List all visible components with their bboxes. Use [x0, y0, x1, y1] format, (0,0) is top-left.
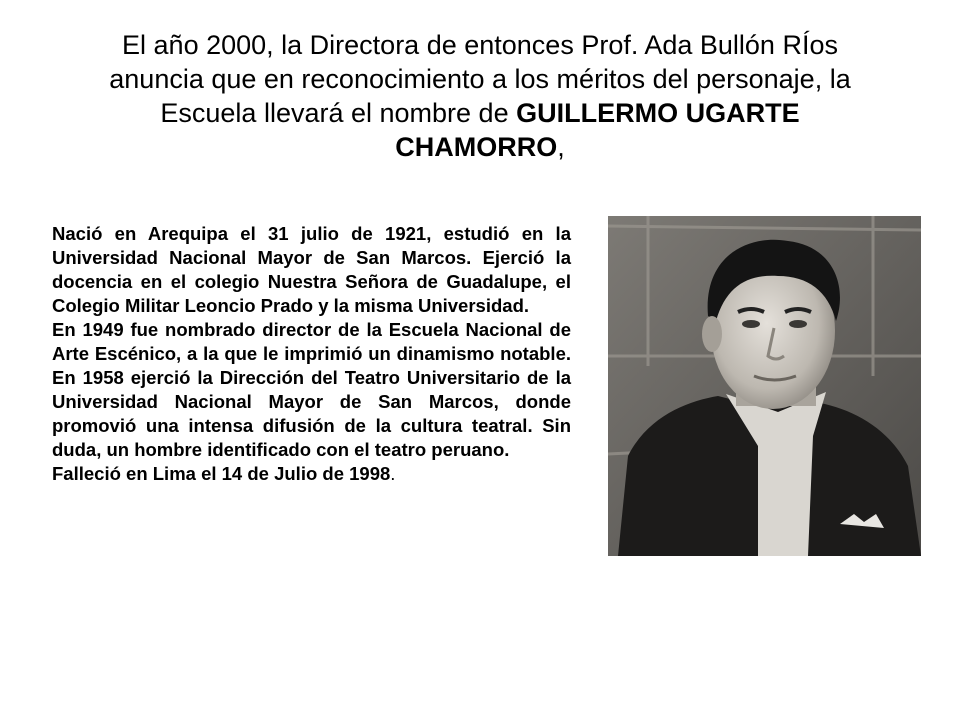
bio-paragraph-birth: Nació en Arequipa el 31 julio de 1921, estudió en la Universidad Nacional Mayor de San Marcos. Ejerció la docencia en el colegio Nuestra Señora de Guadalupe, el Colegio Militar Leoncio Prado y la misma Universidad.	[52, 223, 571, 316]
portrait-photo	[608, 216, 921, 556]
bio-paragraph-death	[52, 462, 571, 486]
bio-death-period: .	[390, 463, 396, 484]
right-eye	[789, 320, 807, 328]
portrait-illustration	[608, 216, 921, 556]
ear	[702, 316, 722, 352]
page-title	[90, 28, 870, 164]
biography-text	[52, 222, 571, 486]
title-name: GUILLERMO UGARTE CHAMORRO	[395, 98, 800, 162]
title-trailing: ,	[557, 132, 565, 162]
title-intro: El año 2000, la Directora de entonces Prof. Ada Bullón RÍos anuncia que en reconocimiento a los méritos del personaje, la Escuela llevará el nombre de	[109, 30, 851, 128]
bio-paragraph-career: En 1949 fue nombrado director de la Escuela Nacional de Arte Escénico, a la que le imprimió un dinamismo notable. En 1958 ejerció la Dirección del Teatro Universitario de la Universidad Nacional Mayor de San Marcos, donde promovió una intensa difusión de la cultura teatral. Sin duda, un hombre identificado con el teatro peruano.	[52, 319, 571, 460]
bio-death-text: Falleció en Lima el 14 de Julio de 1998	[52, 463, 391, 484]
left-eye	[742, 320, 760, 328]
